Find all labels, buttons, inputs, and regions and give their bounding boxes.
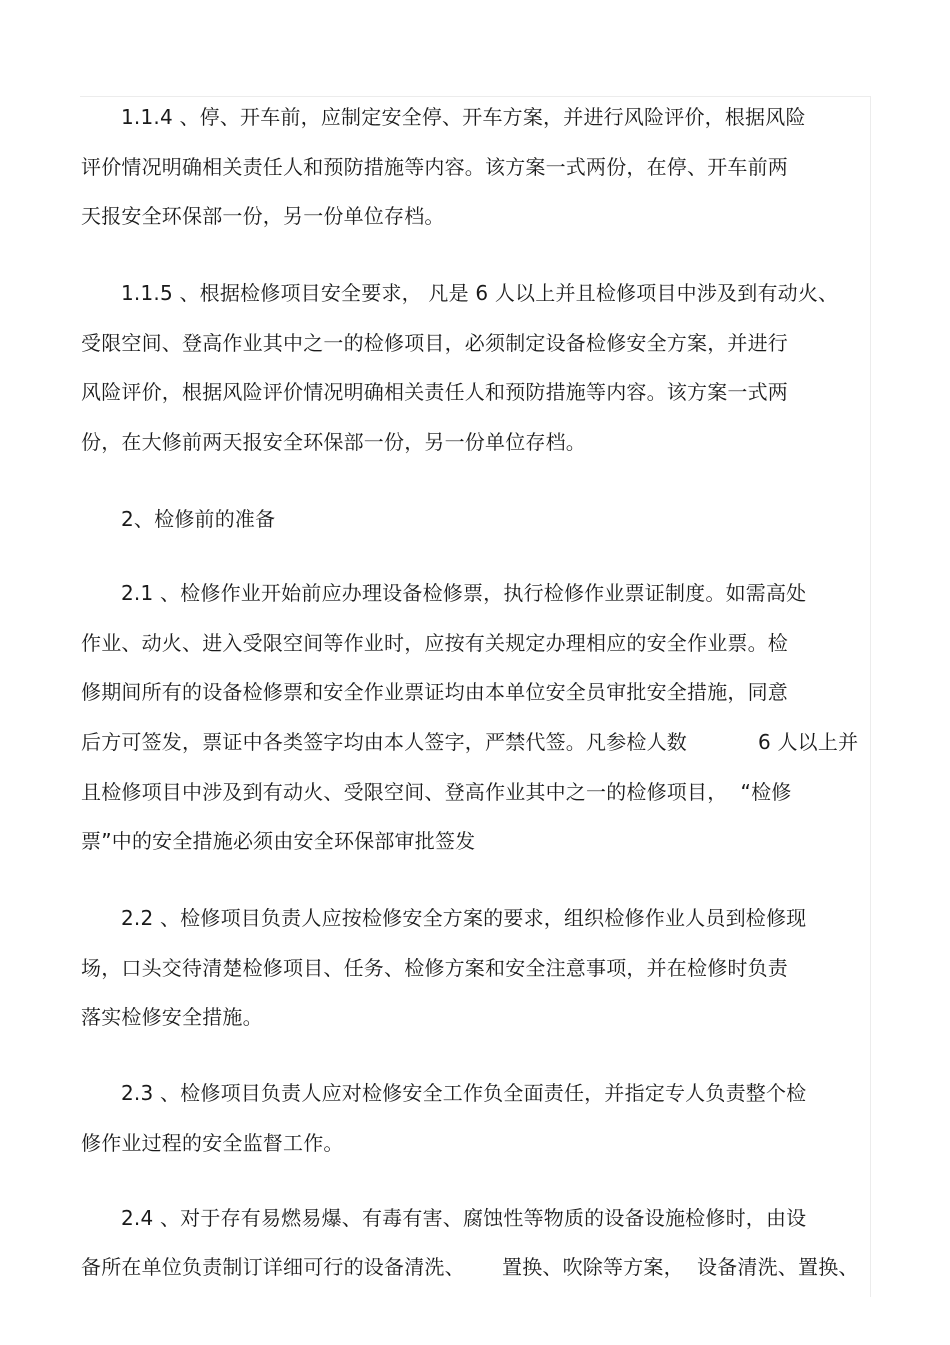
text-line: 天报安全环保部一份，另一份单位存档。 — [81, 204, 445, 228]
text-line: 票”中的安全措施必须由安全环保部审批签发 — [81, 829, 476, 853]
text-line: 2.3 、检修项目负责人应对检修安全工作负全面责任，并指定专人负责整个检 — [121, 1081, 807, 1105]
text-line-tail: 设备清洗、置换、 — [697, 1255, 859, 1279]
text-line: 1.1.5 、根据检修项目安全要求， 凡是 6 人以上并且检修项目中涉及到有动火、 — [121, 281, 839, 305]
text-line: 场，口头交待清楚检修项目、任务、检修方案和安全注意事项，并在检修时负责 — [81, 956, 788, 980]
text-line: 修作业过程的安全监督工作。 — [81, 1131, 344, 1155]
text-line: 1.1.4 、停、开车前，应制定安全停、开车方案，并进行风险评价，根据风险 — [121, 105, 806, 129]
text-line: 2.2 、检修项目负责人应按检修安全方案的要求，组织检修作业人员到检修现 — [121, 906, 807, 930]
text-line: 受限空间、登高作业其中之一的检修项目，必须制定设备检修安全方案，并进行 — [81, 331, 788, 355]
text-line-mid: 置换、吹除等方案， — [502, 1255, 684, 1279]
text-line: 且检修项目中涉及到有动火、受限空间、登高作业其中之一的检修项目， “检修 — [81, 780, 792, 804]
text-line: 落实检修安全措施。 — [81, 1005, 263, 1029]
text-line: 备所在单位负责制订详细可行的设备清洗、 — [81, 1255, 465, 1279]
text-line: 2.1 、检修作业开始前应办理设备检修票，执行检修作业票证制度。如需高处 — [121, 581, 807, 605]
text-line: 后方可签发，票证中各类签字均由本人签字，严禁代签。凡参检人数 — [81, 730, 687, 754]
text-line: 作业、动火、进入受限空间等作业时，应按有关规定办理相应的安全作业票。检 — [81, 631, 788, 655]
text-line: 修期间所有的设备检修票和安全作业票证均由本单位安全员审批安全措施，同意 — [81, 680, 788, 704]
text-line: 评价情况明确相关责任人和预防措施等内容。该方案一式两份，在停、开车前两 — [81, 155, 788, 179]
section-heading: 2、检修前的准备 — [121, 507, 276, 531]
text-line: 风险评价，根据风险评价情况明确相关责任人和预防措施等内容。该方案一式两 — [81, 380, 788, 404]
text-line: 份，在大修前两天报安全环保部一份，另一份单位存档。 — [81, 430, 586, 454]
text-line-tail: 6 人以上并 — [758, 730, 859, 754]
text-line: 2.4 、对于存有易燃易爆、有毒有害、腐蚀性等物质的设备设施检修时，由设 — [121, 1206, 807, 1230]
